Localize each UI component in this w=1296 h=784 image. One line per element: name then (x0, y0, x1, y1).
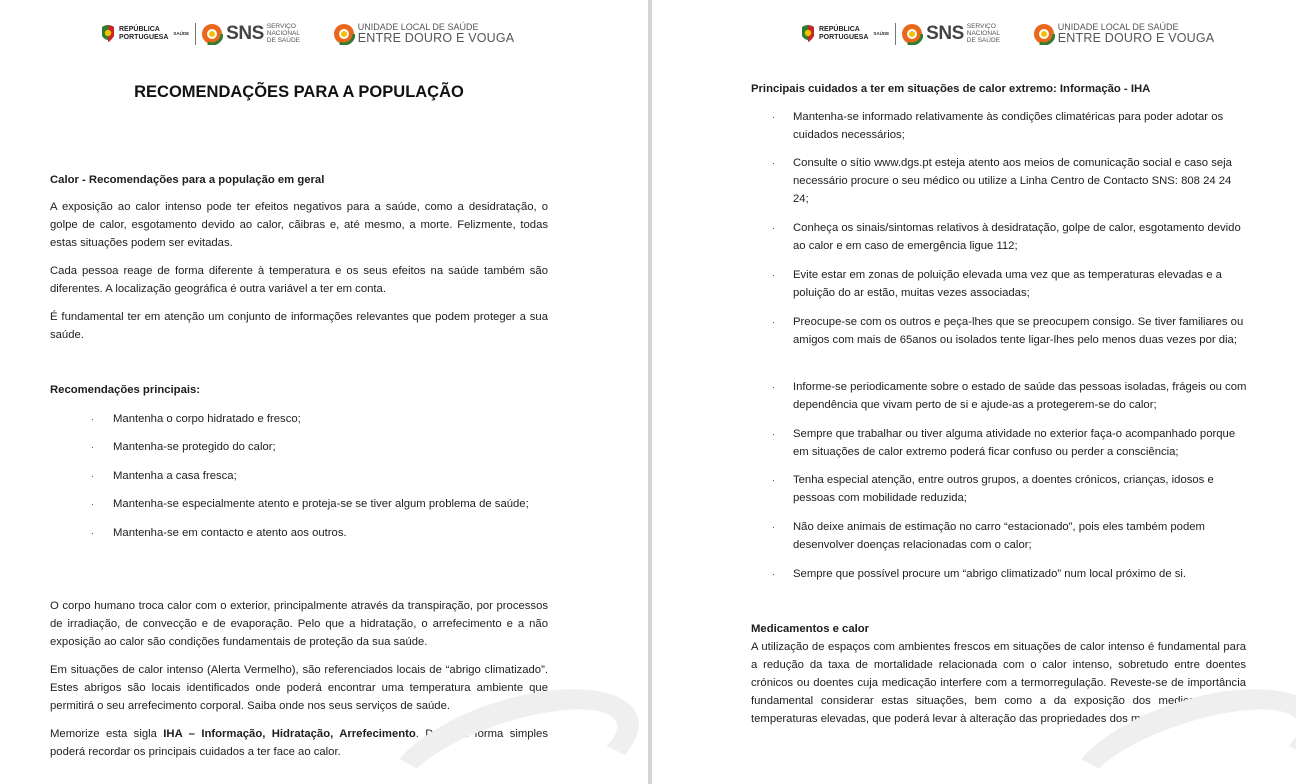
bullet-icon: · (772, 112, 775, 122)
sns-text: SNS (926, 22, 964, 44)
bullet-icon: · (91, 442, 94, 452)
republica-text: REPÚBLICA PORTUGUESA (819, 25, 869, 41)
list-item: Sempre que possível procure um “abrigo climatizado” num local próximo de si. (793, 568, 1187, 580)
page-right (652, 0, 1296, 784)
bullet-icon: · (772, 429, 775, 439)
page-header (100, 22, 514, 45)
flag-emblem-icon (800, 24, 816, 44)
republica-text: REPÚBLICA PORTUGUESA (119, 25, 169, 41)
bullet-icon: · (772, 475, 775, 485)
bullet-icon: · (772, 522, 775, 532)
sns-logo-icon (201, 23, 223, 45)
paragraph-medicamentos: A utilização de espaços com ambientes frescos em situações de calor intenso é fundamental para a redução da taxa de mortalidade relacionada com o calor intenso, sobretudo entre doentes crónicos ou doentes cuja medicação interfere com a termorregulação. Reveste-se de importância fundamental considerar estas situações, bem como a da exposição dos medicamentos a temperaturas elevadas, que poderá levar à alteração das propriedades dos mesmos. (751, 641, 1246, 725)
republica-logo (100, 24, 189, 44)
section-heading-medicamentos: Medicamentos e calor (751, 623, 870, 635)
sns-subtitle: SERVIÇO NACIONAL DE SAÚDE (266, 23, 300, 44)
list-item: Tenha especial atenção, entre outros grupos, a doentes crónicos, crianças, idosos e pessoas com mobilidade reduzida; (793, 474, 1214, 504)
bullet-icon: · (772, 270, 775, 280)
sns-text: SNS (226, 22, 264, 44)
section-heading-cuidados: Principais cuidados a ter em situações de calor extremo: Informação - IHA (751, 83, 1151, 95)
uls-title: UNIDADE LOCAL DE SAÚDE ENTRE DOURO E VOUGA (1057, 22, 1215, 45)
header-divider (895, 23, 896, 45)
bullet-icon: · (772, 569, 775, 579)
section-heading-recomendacoes: Recomendações principais: (50, 384, 201, 396)
uls-title: UNIDADE LOCAL DE SAÚDE ENTRE DOURO E VOUGA (357, 22, 515, 45)
list-item: Mantenha-se informado relativamente às condições climatéricas para poder adotar os cuidados necessários; (793, 111, 1224, 141)
paragraph-alerta-vermelho: Em situações de calor intenso (Alerta Vermelho), são referenciados locais de “abrigo climatizado”. Estes abrigos são locais identificados onde poderá encontrar uma temperatura ambiente que permitirá o seu arrefecimento corporal. Saiba onde nos seus serviços de saúde. (50, 664, 548, 712)
bullet-icon: · (772, 158, 775, 168)
list-item: Mantenha-se especialmente atento e proteja-se se tiver algum problema de saúde; (113, 498, 529, 510)
list-item: Conheça os sinais/sintomas relativos à desidratação, golpe de calor, esgotamento devido ao calor e em caso de emergência ligue 112; (793, 222, 1241, 252)
list-item: Sempre que trabalhar ou tiver alguma atividade no exterior faça-o acompanhado porque em situações de calor extremo poderá ficar confuso ou perder a consciência; (793, 428, 1236, 458)
saude-text: SAÚDE (173, 31, 190, 36)
bullet-icon: · (772, 317, 775, 327)
bullet-icon: · (91, 528, 94, 538)
bullet-icon: · (91, 499, 94, 509)
flag-emblem-icon (100, 24, 116, 44)
paragraph-corpo-humano: O corpo humano troca calor com o exterior, principalmente através da transpiração, por processos de irradiação, de convecção e de evaporação. Pelo que a hidratação, o arrefecimento e a não exposição ao calor são condições fundamentais de proteção da sua saúde. (50, 600, 548, 648)
saude-text: SAÚDE (873, 31, 890, 36)
document-title: RECOMENDAÇÕES PARA A POPULAÇÃO (134, 83, 464, 101)
list-item: Preocupe-se com os outros e peça-lhes que se preocupem consigo. Se tiver familiares ou amigos com mais de 65anos ou isolados tente ligar-lhes pelo menos duas vezes por dia; (793, 316, 1244, 346)
paragraph-reacao: Cada pessoa reage de forma diferente à temperatura e os seus efeitos na saúde também são diferentes. A localização geográfica é outra variável a ter em conta. (50, 265, 548, 295)
uls-logo-icon (333, 23, 355, 45)
list-item: Não deixe animais de estimação no carro “estacionado”, pois eles também podem desenvolver doenças relacionadas com o calor; (793, 521, 1205, 551)
bullet-icon: · (772, 223, 775, 233)
bullet-icon: · (91, 414, 94, 424)
list-item: Mantenha-se protegido do calor; (113, 441, 276, 453)
paragraph-sigla-iha: Memorize esta sigla IHA – Informação, Hidratação, Arrefecimento. De uma forma simples poderá recordar os principais cuidados a ter face ao calor. (50, 728, 548, 758)
paragraph-exposicao: A exposição ao calor intenso pode ter efeitos negativos para a saúde, como a desidratação, o golpe de calor, esgotamento devido ao calor, cãibras e, até mesmo, a morte. Felizmente, todas estas situações podem ser evitadas. (50, 201, 548, 249)
bullet-icon: · (772, 382, 775, 392)
sns-subtitle: SERVIÇO NACIONAL DE SAÚDE (966, 23, 1000, 44)
list-item: Mantenha o corpo hidratado e fresco; (113, 413, 301, 425)
header-divider (195, 23, 196, 45)
list-item: Mantenha a casa fresca; (113, 470, 237, 482)
page-header (800, 22, 1214, 45)
republica-logo (800, 24, 889, 44)
list-item: Consulte o sítio www.dgs.pt esteja atento aos meios de comunicação social e caso seja necessário procure o seu médico ou utilize a Linha Centro de Contacto SNS: 808 24 24 24; (793, 157, 1232, 205)
list-item: Evite estar em zonas de poluição elevada uma vez que as temperaturas elevadas e a poluição do ar estão, muitas vezes associadas; (793, 269, 1222, 299)
list-item: Mantenha-se em contacto e atento aos outros. (113, 527, 347, 539)
section-heading-calor: Calor - Recomendações para a população em geral (50, 174, 325, 186)
sns-logo-icon (901, 23, 923, 45)
bullet-icon: · (91, 471, 94, 481)
uls-logo-icon (1033, 23, 1055, 45)
list-item: Informe-se periodicamente sobre o estado de saúde das pessoas isoladas, frágeis ou com dependência que vivam perto de si e ajude-as a protegerem-se do calor; (793, 381, 1247, 411)
paragraph-fundamental: É fundamental ter em atenção um conjunto de informações relevantes que podem proteger a sua saúde. (50, 311, 548, 341)
